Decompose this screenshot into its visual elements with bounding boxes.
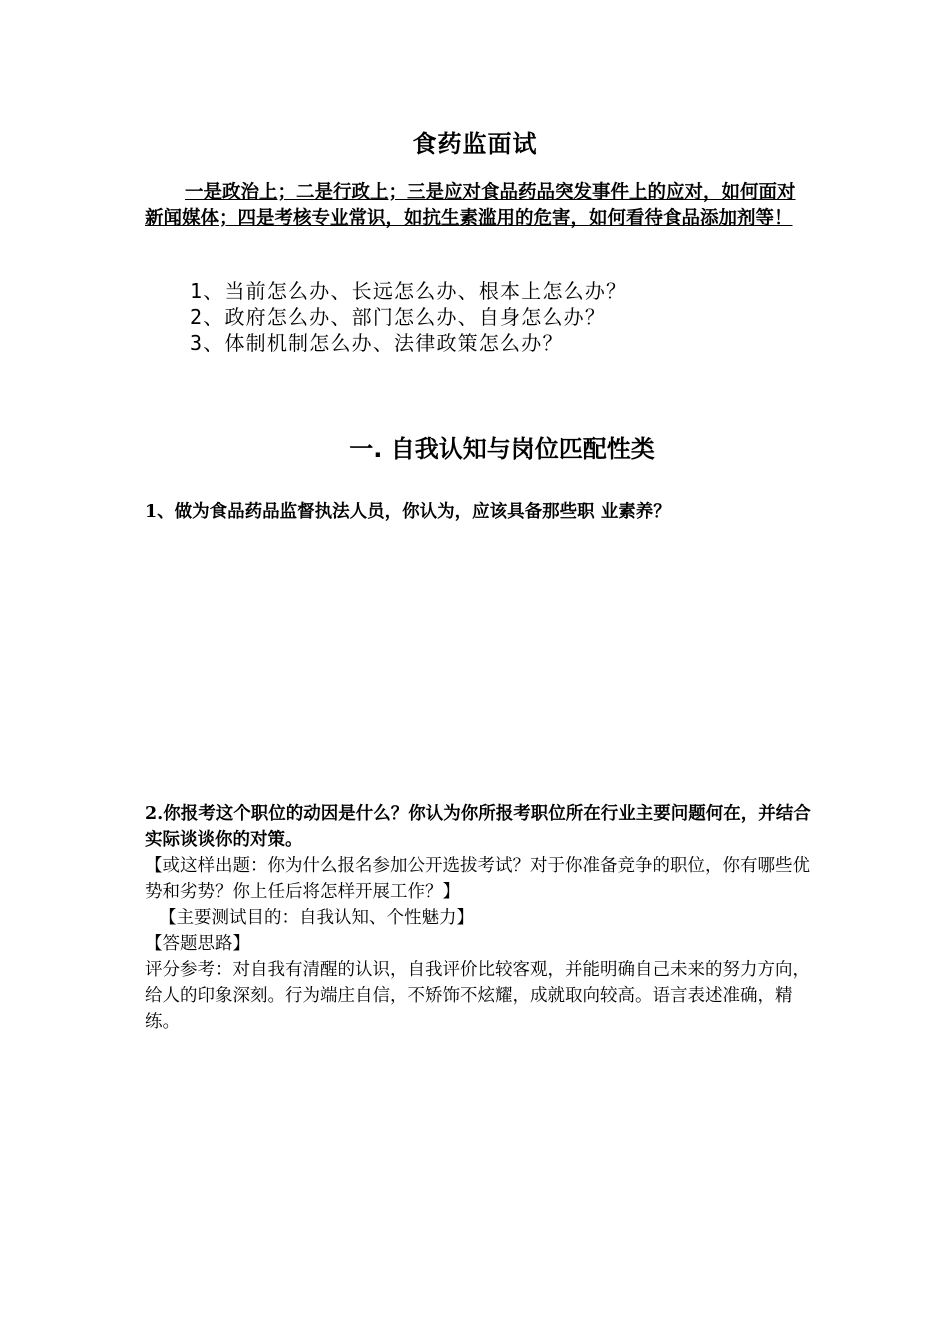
alternative-question: 【或这样出题：你为什么报名参加公开选拔考试？对于你准备竞争的职位，你有哪些优势和劣势？你上任后将怎样开展工作？】 (145, 856, 810, 902)
principle-item: 1、当前怎么办、长远怎么办、根本上怎么办？ (190, 279, 628, 303)
intro-paragraph: 一是政治上；二是行政上；三是应对食品药品突发事件上的应对，如何面对新闻媒体；四是考核专业常识，如抗生素滥用的危害，如何看待食品添加剂等！ (145, 182, 796, 229)
principle-item: 2、政府怎么办、部门怎么办、自身怎么办？ (190, 305, 607, 329)
question-2-block (145, 801, 821, 1035)
question-1: 1、做为食品药品监督执法人员，你认为，应该具备那些职 业素养？ (145, 502, 671, 522)
test-purpose: 【主要测试目的：自我认知、个性魅力】 (159, 908, 474, 928)
section-heading: 一. 自我认知与岗位匹配性类 (349, 435, 655, 463)
answer-approach-label: 【答题思路】 (145, 934, 250, 954)
document-title: 食药监面试 (412, 130, 538, 158)
principles-list (190, 278, 810, 356)
question-2: 2.你报考这个职位的动因是什么？你认为你所报考职位所在行业主要问题何在，并结合实际谈谈你的对策。 (145, 804, 811, 850)
principle-item: 3、体制机制怎么办、法律政策怎么办？ (190, 331, 564, 355)
scoring-reference: 评分参考：对自我有清醒的认识，自我评价比较客观，并能明确自己未来的努力方向，给人的印象深刻。行为端庄自信，不矫饰不炫耀，成就取向较高。语言表述准确，精练。 (145, 960, 810, 1032)
